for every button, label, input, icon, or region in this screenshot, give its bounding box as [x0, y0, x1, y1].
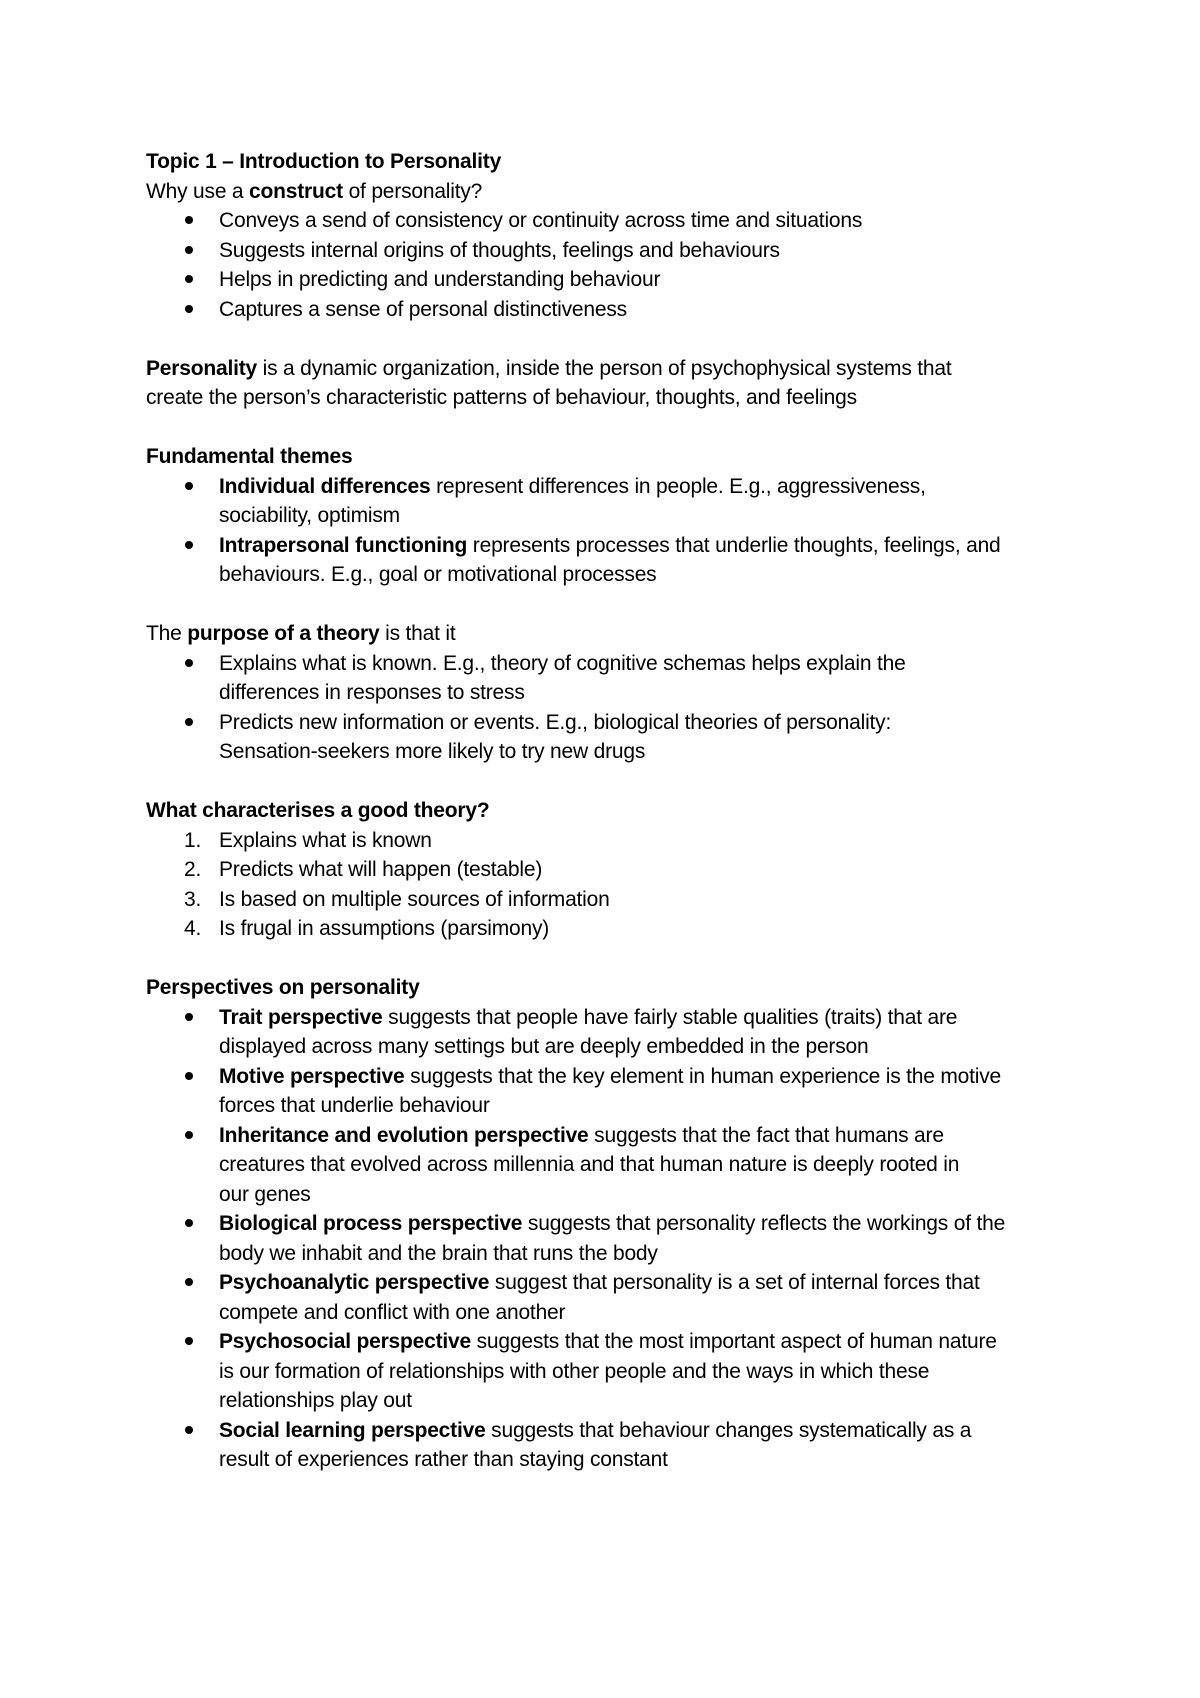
spacer: [146, 944, 1106, 974]
good-theory-heading: What characterises a good theory?: [146, 799, 490, 822]
list-item: Psychosocial perspective suggests that the most important aspect of human nature is our formation of relationships with other people and the ways in which these relationships play out: [219, 1330, 997, 1412]
list-item: Trait perspective suggests that people have fairly stable qualities (traits) that are displayed across many settings but are deeply embedded in the person: [219, 1005, 958, 1058]
good-theory-list: [146, 826, 1106, 944]
themes-list: [146, 472, 1106, 590]
list-item: Social learning perspective suggests that behaviour changes systematically as a result of experiences rather than staying constant: [219, 1418, 972, 1471]
list-item: 3. Is based on multiple sources of information: [146, 885, 1106, 915]
definition-term: Personality: [146, 356, 258, 380]
purpose-list: [146, 649, 1106, 767]
list-item: Captures a sense of personal distinctiveness: [219, 297, 627, 321]
list-number: 4.: [184, 917, 202, 940]
list-number: 3.: [184, 887, 202, 911]
document-page: [146, 147, 1106, 1475]
spacer: [146, 324, 1106, 354]
purpose-heading: The purpose of a theory is that it: [146, 622, 456, 645]
construct-question-bold: construct: [249, 179, 343, 203]
list-item: Helps in predicting and understanding behaviour: [219, 268, 661, 291]
list-item: 4. Is frugal in assumptions (parsimony): [146, 914, 1106, 944]
page-title: Topic 1 – Introduction to Personality: [146, 150, 502, 173]
definition-line-1: is a dynamic organization, inside the person of psychophysical systems that: [257, 356, 952, 380]
construct-question-post: of personality?: [342, 179, 483, 203]
list-item: Motive perspective suggests that the key element in human experience is the motive forces that underlie behaviour: [219, 1064, 1002, 1117]
list-item: Psychoanalytic perspective suggest that personality is a set of internal forces that compete and conflict with one another: [219, 1271, 980, 1324]
list-item: Intrapersonal functioning represents processes that underlie thoughts, feelings, and behaviours. E.g., goal or motivational processes: [219, 533, 1001, 586]
perspectives-list: [146, 1003, 1106, 1475]
spacer: [146, 590, 1106, 620]
definition-line-2: create the person’s characteristic patterns of behaviour, thoughts, and feelings: [146, 386, 857, 409]
construct-reasons-list: [146, 206, 1106, 324]
list-item: Predicts new information or events. E.g., biological theories of personality: Sensation-seekers more likely to try new drugs: [219, 710, 892, 763]
list-item: 1. Explains what is known: [146, 826, 1106, 856]
personality-definition: [146, 354, 1106, 413]
list-item: Explains what is known. E.g., theory of cognitive schemas helps explain the differences in responses to stress: [219, 651, 906, 704]
list-item: Individual differences represent differences in people. E.g., aggressiveness, sociability, optimism: [219, 474, 926, 527]
list-item: 2. Predicts what will happen (testable): [146, 855, 1106, 885]
perspectives-heading: Perspectives on personality: [146, 976, 420, 999]
list-item: Biological process perspective suggests that personality reflects the workings of the body we inhabit and the brain that runs the body: [219, 1212, 1006, 1265]
spacer: [146, 767, 1106, 797]
themes-heading: Fundamental themes: [146, 445, 353, 468]
list-number: 1.: [184, 828, 202, 852]
list-item: Inheritance and evolution perspective suggests that the fact that humans are creatures that evolved across millennia and that human nature is deeply rooted in our genes: [219, 1123, 960, 1206]
list-item: Suggests internal origins of thoughts, feelings and behaviours: [219, 238, 780, 262]
construct-question: [146, 177, 1106, 207]
construct-question-pre: Why use a: [146, 179, 250, 203]
list-number: 2.: [184, 858, 202, 881]
spacer: [146, 413, 1106, 443]
list-item: Conveys a send of consistency or continuity across time and situations: [219, 209, 863, 232]
